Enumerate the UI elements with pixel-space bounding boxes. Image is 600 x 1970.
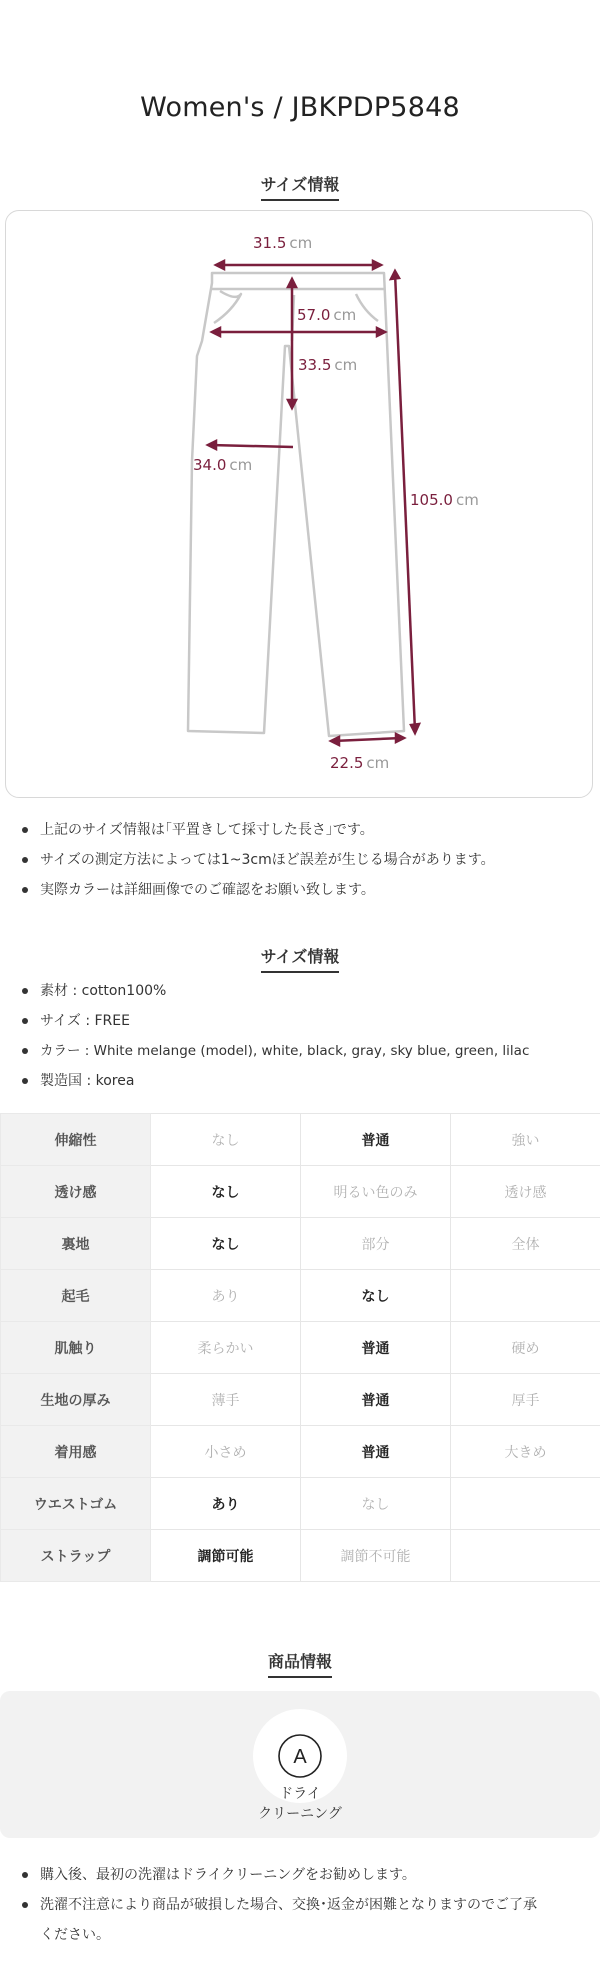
size-notes-list xyxy=(0,815,560,905)
property-label: 透け感 xyxy=(1,1166,151,1218)
rise-measurement xyxy=(298,356,357,374)
hem-value: 22.5 xyxy=(330,754,364,772)
waist-measurement xyxy=(253,234,312,252)
list-item: 上記のサイズ情報は｢平置きして採寸した長さ｣です。 xyxy=(40,815,560,845)
waist-unit: cm xyxy=(289,234,313,252)
thigh-value: 34.0 xyxy=(193,456,227,474)
property-option: 透け感 xyxy=(451,1166,600,1218)
hem-arrow-left xyxy=(331,737,339,745)
property-option: 調節不可能 xyxy=(301,1530,451,1582)
info-list xyxy=(0,976,600,1096)
length-unit: cm xyxy=(455,491,479,509)
property-option: 柔らかい xyxy=(151,1322,301,1374)
size-heading-label: サイズ情報 xyxy=(261,172,340,201)
property-option: なし xyxy=(151,1166,301,1218)
pants-body-outline xyxy=(188,273,404,736)
property-label: 着用感 xyxy=(1,1426,151,1478)
product-section-heading xyxy=(0,1649,600,1678)
property-option: なし xyxy=(301,1478,451,1530)
list-item: サイズ : FREE xyxy=(40,1006,600,1036)
property-option xyxy=(451,1530,600,1582)
size-diagram xyxy=(5,210,593,798)
property-label: 生地の厚み xyxy=(1,1374,151,1426)
length-measurement xyxy=(410,491,479,509)
hem-unit: cm xyxy=(366,754,390,772)
care-label xyxy=(0,1784,600,1824)
list-item: 製造国 : korea xyxy=(40,1066,600,1096)
rise-arrow-top xyxy=(288,279,296,287)
length-arrow-bottom xyxy=(411,724,419,733)
hem-arrow-right xyxy=(396,734,404,742)
property-label: ストラップ xyxy=(1,1530,151,1582)
list-item: 実際カラーは詳細画像でのご確認をお願い致します。 xyxy=(40,875,560,905)
rise-unit: cm xyxy=(334,356,358,374)
rise-value: 33.5 xyxy=(298,356,332,374)
property-option: 小さめ xyxy=(151,1426,301,1478)
property-label: 裏地 xyxy=(1,1218,151,1270)
dry-clean-symbol: A xyxy=(293,1746,307,1768)
pants-outline xyxy=(188,273,404,736)
property-option: 部分 xyxy=(301,1218,451,1270)
info-section-heading xyxy=(0,944,600,973)
hip-arrow-left xyxy=(212,328,220,336)
table-row xyxy=(1,1426,600,1478)
hem-line xyxy=(333,738,402,741)
waist-arrow-left xyxy=(216,261,224,269)
care-notes-list xyxy=(0,1860,560,1950)
care-label-line1: ドライ xyxy=(279,1786,321,1802)
property-option: 厚手 xyxy=(451,1374,600,1426)
property-option xyxy=(451,1270,600,1322)
fabric-properties-body xyxy=(1,1114,600,1582)
property-label: 伸縮性 xyxy=(1,1114,151,1166)
table-row xyxy=(1,1478,600,1530)
fabric-properties-table xyxy=(0,1113,600,1582)
hip-measurement xyxy=(297,306,356,324)
table-row xyxy=(1,1114,600,1166)
care-label-line2: クリーニング xyxy=(258,1806,342,1822)
property-option: なし xyxy=(301,1270,451,1322)
list-item: カラー : White melange (model), white, black, gray, sky blue, green, lilac xyxy=(40,1036,600,1066)
property-option xyxy=(451,1478,600,1530)
page-title: Women's / JBKPDP5848 xyxy=(140,92,460,123)
property-option: 普通 xyxy=(301,1114,451,1166)
hip-arrow-right xyxy=(377,328,385,336)
property-label: 肌触り xyxy=(1,1322,151,1374)
property-option: 硬め xyxy=(451,1322,600,1374)
thigh-measurement xyxy=(193,456,252,474)
property-label: 起毛 xyxy=(1,1270,151,1322)
thigh-arrow-left xyxy=(208,441,216,449)
hem-measurement xyxy=(330,754,389,772)
property-option: 明るい色のみ xyxy=(301,1166,451,1218)
list-item: サイズの測定方法によっては1~3cmほど誤差が生じる場合があります。 xyxy=(40,845,560,875)
table-row xyxy=(1,1218,600,1270)
table-row xyxy=(1,1530,600,1582)
hip-value: 57.0 xyxy=(297,306,331,324)
list-item: 洗濯不注意により商品が破損した場合、交換･返金が困難となりますのでご了承ください。 xyxy=(40,1890,560,1950)
property-option: なし xyxy=(151,1114,301,1166)
property-option: 普通 xyxy=(301,1426,451,1478)
waist-value: 31.5 xyxy=(253,234,287,252)
pants-illustration xyxy=(6,211,594,799)
property-option: 大きめ xyxy=(451,1426,600,1478)
table-row xyxy=(1,1166,600,1218)
right-pocket xyxy=(356,294,378,321)
table-row xyxy=(1,1270,600,1322)
info-heading-label: サイズ情報 xyxy=(261,944,340,973)
size-section-heading xyxy=(0,172,600,201)
property-option: 普通 xyxy=(301,1374,451,1426)
table-row xyxy=(1,1322,600,1374)
property-option: あり xyxy=(151,1270,301,1322)
property-option: 普通 xyxy=(301,1322,451,1374)
property-option: なし xyxy=(151,1218,301,1270)
table-row xyxy=(1,1374,600,1426)
property-option: 薄手 xyxy=(151,1374,301,1426)
property-option: 全体 xyxy=(451,1218,600,1270)
list-item: 素材 : cotton100% xyxy=(40,976,600,1006)
list-item: 購入後、最初の洗濯はドライクリーニングをお勧めします。 xyxy=(40,1860,560,1890)
property-option: 強い xyxy=(451,1114,600,1166)
length-arrow-top xyxy=(391,271,399,279)
property-label: ウエストゴム xyxy=(1,1478,151,1530)
hip-unit: cm xyxy=(333,306,357,324)
property-option: 調節可能 xyxy=(151,1530,301,1582)
product-heading-label: 商品情報 xyxy=(268,1649,332,1678)
thigh-unit: cm xyxy=(229,456,253,474)
left-pocket xyxy=(214,291,241,323)
property-option: あり xyxy=(151,1478,301,1530)
length-value: 105.0 xyxy=(410,491,453,509)
waist-arrow-right xyxy=(373,261,381,269)
